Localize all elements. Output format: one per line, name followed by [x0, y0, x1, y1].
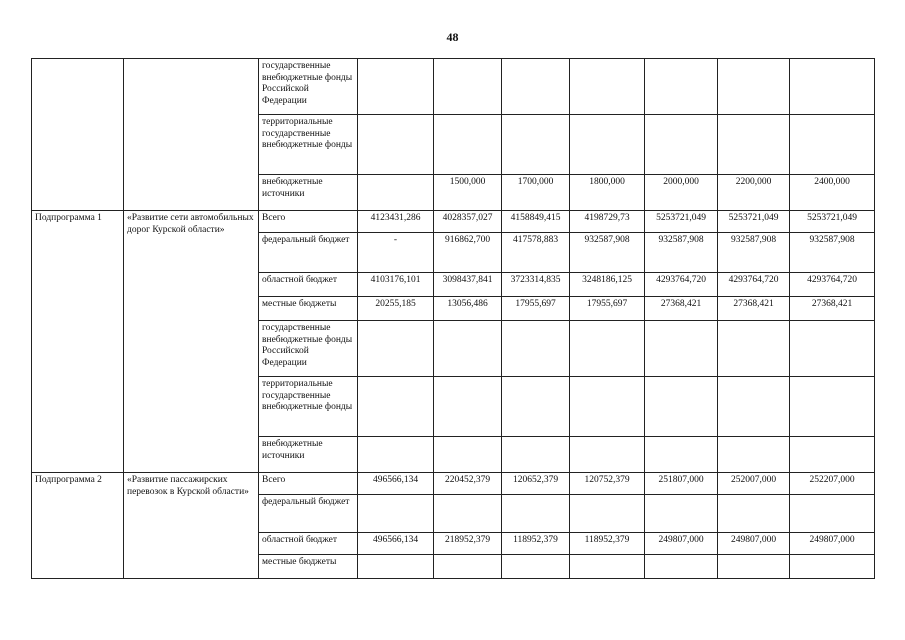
value-cell: 249807,000 [645, 533, 718, 555]
value-cell [358, 59, 434, 115]
value-cell [645, 437, 718, 473]
budget-table [31, 58, 875, 579]
value-cell: 932587,908 [645, 233, 718, 273]
table-row [32, 59, 875, 115]
program-cell: Подпрограмма 2 [32, 473, 124, 579]
value-cell: 27368,421 [718, 297, 790, 321]
value-cell [570, 555, 645, 579]
value-cell: 4103176,101 [358, 273, 434, 297]
value-cell [434, 59, 502, 115]
value-cell [645, 555, 718, 579]
program-cell: Подпрограмма 1 [32, 211, 124, 473]
value-cell [570, 59, 645, 115]
value-cell: 417578,883 [502, 233, 570, 273]
value-cell [358, 377, 434, 437]
value-cell: 4293764,720 [790, 273, 875, 297]
page-number: 48 [446, 30, 459, 44]
funding-source-cell: областной бюджет [259, 533, 358, 555]
funding-source-cell: федеральный бюджет [259, 233, 358, 273]
value-cell: 5253721,049 [645, 211, 718, 233]
value-cell [434, 115, 502, 175]
funding-source-cell: областной бюджет [259, 273, 358, 297]
value-cell: 932587,908 [718, 233, 790, 273]
value-cell [718, 495, 790, 533]
value-cell: 2400,000 [790, 175, 875, 211]
value-cell: 220452,379 [434, 473, 502, 495]
funding-source-cell: государственные внебюджетные фонды Российской Федерации [259, 59, 358, 115]
value-cell: 4158849,415 [502, 211, 570, 233]
value-cell [645, 59, 718, 115]
value-cell [718, 59, 790, 115]
value-cell [718, 321, 790, 377]
value-cell: 4293764,720 [645, 273, 718, 297]
value-cell [502, 321, 570, 377]
funding-source-cell: Всего [259, 211, 358, 233]
value-cell [502, 495, 570, 533]
value-cell: 120752,379 [570, 473, 645, 495]
value-cell [645, 115, 718, 175]
program-name-cell [124, 59, 259, 211]
value-cell [718, 377, 790, 437]
value-cell [718, 555, 790, 579]
funding-source-cell: внебюджетные источники [259, 437, 358, 473]
value-cell: 20255,185 [358, 297, 434, 321]
value-cell [790, 437, 875, 473]
value-cell: 218952,379 [434, 533, 502, 555]
value-cell: 1700,000 [502, 175, 570, 211]
value-cell: 932587,908 [790, 233, 875, 273]
value-cell: 249807,000 [718, 533, 790, 555]
value-cell [790, 59, 875, 115]
value-cell [502, 115, 570, 175]
value-cell: 13056,486 [434, 297, 502, 321]
value-cell: 932587,908 [570, 233, 645, 273]
value-cell: 3248186,125 [570, 273, 645, 297]
value-cell [645, 377, 718, 437]
value-cell: 3098437,841 [434, 273, 502, 297]
value-cell [790, 555, 875, 579]
value-cell: - [358, 233, 434, 273]
value-cell [434, 321, 502, 377]
value-cell: 252207,000 [790, 473, 875, 495]
value-cell: 3723314,835 [502, 273, 570, 297]
program-cell [32, 59, 124, 211]
value-cell [502, 59, 570, 115]
value-cell [645, 495, 718, 533]
value-cell [358, 495, 434, 533]
value-cell: 17955,697 [570, 297, 645, 321]
value-cell [790, 321, 875, 377]
value-cell [434, 377, 502, 437]
value-cell: 252007,000 [718, 473, 790, 495]
value-cell [434, 437, 502, 473]
value-cell: 4028357,027 [434, 211, 502, 233]
value-cell: 27368,421 [645, 297, 718, 321]
value-cell [358, 115, 434, 175]
value-cell [790, 115, 875, 175]
value-cell [502, 437, 570, 473]
value-cell: 916862,700 [434, 233, 502, 273]
value-cell [570, 321, 645, 377]
value-cell: 496566,134 [358, 473, 434, 495]
value-cell [358, 175, 434, 211]
value-cell [790, 377, 875, 437]
value-cell: 251807,000 [645, 473, 718, 495]
value-cell [358, 437, 434, 473]
value-cell: 118952,379 [570, 533, 645, 555]
value-cell [502, 555, 570, 579]
value-cell: 2000,000 [645, 175, 718, 211]
funding-source-cell: федеральный бюджет [259, 495, 358, 533]
value-cell: 1800,000 [570, 175, 645, 211]
value-cell [358, 321, 434, 377]
value-cell: 1500,000 [434, 175, 502, 211]
value-cell [358, 555, 434, 579]
funding-source-cell: Всего [259, 473, 358, 495]
value-cell: 27368,421 [790, 297, 875, 321]
value-cell: 4293764,720 [718, 273, 790, 297]
table-row [32, 211, 875, 233]
value-cell [570, 377, 645, 437]
value-cell: 120652,379 [502, 473, 570, 495]
funding-source-cell: местные бюджеты [259, 555, 358, 579]
value-cell [790, 495, 875, 533]
value-cell [570, 437, 645, 473]
funding-source-cell: местные бюджеты [259, 297, 358, 321]
program-name-cell: «Развитие пассажирских перевозок в Курской области» [124, 473, 259, 579]
value-cell [718, 115, 790, 175]
value-cell [502, 377, 570, 437]
value-cell: 17955,697 [502, 297, 570, 321]
value-cell: 5253721,049 [718, 211, 790, 233]
value-cell [570, 115, 645, 175]
value-cell [570, 495, 645, 533]
value-cell: 5253721,049 [790, 211, 875, 233]
value-cell: 2200,000 [718, 175, 790, 211]
value-cell: 496566,134 [358, 533, 434, 555]
value-cell: 249807,000 [790, 533, 875, 555]
value-cell: 4123431,286 [358, 211, 434, 233]
value-cell [434, 495, 502, 533]
value-cell [718, 437, 790, 473]
value-cell [434, 555, 502, 579]
value-cell: 118952,379 [502, 533, 570, 555]
funding-source-cell: внебюджетные источники [259, 175, 358, 211]
value-cell [645, 321, 718, 377]
value-cell: 4198729,73 [570, 211, 645, 233]
funding-source-cell: территориальные государственные внебюджетные фонды [259, 115, 358, 175]
table-body [32, 59, 875, 579]
program-name-cell: «Развитие сети автомобильных дорог Курской области» [124, 211, 259, 473]
funding-source-cell: государственные внебюджетные фонды Российской Федерации [259, 321, 358, 377]
table-row [32, 473, 875, 495]
funding-source-cell: территориальные государственные внебюджетные фонды [259, 377, 358, 437]
